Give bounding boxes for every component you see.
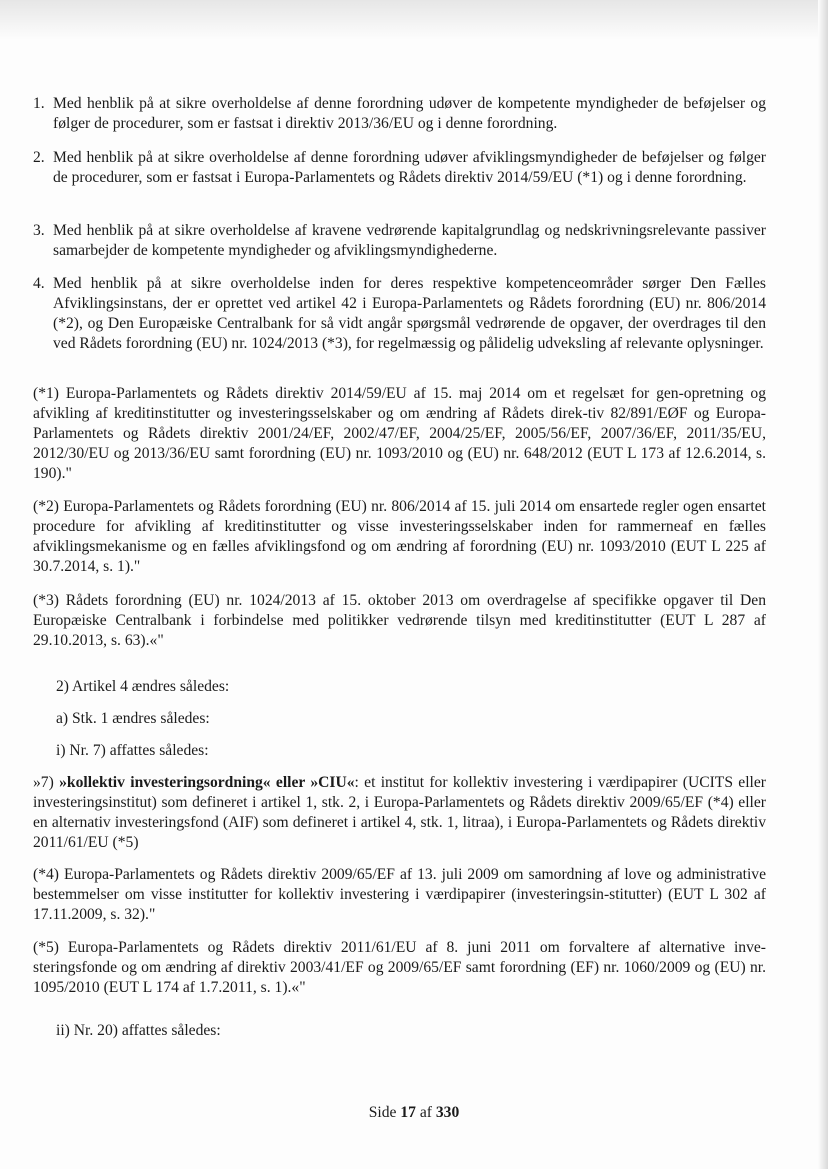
definition-prefix: »7) <box>33 774 60 791</box>
scan-shadow <box>0 0 828 40</box>
amendment-line: i) Nr. 7) affattes således: <box>56 742 209 759</box>
footnote-3: (*3) Rådets forordning (EU) nr. 1024/2013 af 15. oktober 2013 om overdragelse af specifikke opgaver til Den Europæiske Centralbank i forbindelse med politikker vedrørende tilsyn med kreditinstitutter (EUT L 287 af 29.10.2013, s. 63).«" <box>33 592 766 649</box>
defined-term: »kollektiv investeringsordning« eller »CIU« <box>59 774 355 791</box>
footnote-5: (*5) Europa-Parlamentets og Rådets direktiv 2011/61/EU af 8. juni 2011 om forvaltere af alternative inve-steringsfonde og om ændring af direktiv 2003/41/EF og 2009/65/EF samt forordning (EF) nr. 1060/2009 og (EU) nr. 1095/2010 (EUT L 174 af 1.7.2011, s. 1).«" <box>33 939 766 996</box>
numbered-paragraph-4 <box>33 274 766 354</box>
definition-paragraph <box>33 773 766 853</box>
footnote-1: (*1) Europa-Parlamentets og Rådets direktiv 2014/59/EU af 15. maj 2014 om et regelsæt for gen-opretning og afvikling af kreditinstitutter og investeringsselskaber og om ændring af Rådets direk-tiv 82/891/EØF og Europa-Parlamentets og Rådets direktiv 2001/24/EF, 2002/47/EF, 2004/25/EF, 2005/56/EF, 2007/36/EF, 2011/35/EU, 2012/30/EU og 2013/36/EU samt forordning (EU) nr. 1093/2010 og (EU) nr. 648/2012 (EUT L 173 af 12.6.2014, s. 190)." <box>33 385 766 482</box>
footer-prefix: Side <box>368 1104 401 1121</box>
footer-middle: af <box>415 1104 436 1121</box>
numbered-paragraph-1 <box>33 94 766 134</box>
paragraph-number: 4. <box>33 275 45 292</box>
footnote-4: (*4) Europa-Parlamentets og Rådets direktiv 2009/65/EF af 13. juli 2009 om samordning af love og administrative bestemmelser om visse institutter for kollektiv investering i værdipapirer (investeringsin-stitutter) (EUT L 302 af 17.11.2009, s. 32)." <box>33 866 766 923</box>
page-number: 17 <box>400 1104 416 1121</box>
paragraph-text: Med henblik på at sikre overholdelse inden for deres respektive kompetenceområder sørger Den Fælles Afviklingsinstans, der er oprettet ved artikel 42 i Europa-Parlamentets og Rådets forordning (EU) nr. 806/2014 (*2), og Den Europæiske Centralbank for så vidt angår spørgsmål vedrørende de opgaver, der overdrages til den ved Rådets forordning (EU) nr. 1024/2013 (*3), for regelmæssig og pålidelig udveksling af relevante oplysninger. <box>53 275 766 352</box>
numbered-paragraph-2 <box>33 148 766 188</box>
paragraph-text: Med henblik på at sikre overholdelse af kravene vedrørende kapitalgrundlag og nedskrivningsrelevante passiver samarbejder de kompetente myndigheder og afviklingsmyndighederne. <box>53 222 766 259</box>
paragraph-number: 3. <box>33 222 45 239</box>
footnote-2: (*2) Europa-Parlamentets og Rådets forordning (EU) nr. 806/2014 af 15. juli 2014 om ensartede regler ogen ensartet procedure for afvikling af kreditinstitutter og visse investeringsselskaber inden for rammerneaf en fælles afviklingsmekanisme og en fælles afviklingsfond og om ændring af forordning (EU) nr. 1093/2010 (EUT L 225 af 30.7.2014, s. 1)." <box>33 498 766 575</box>
scan-edge <box>818 0 828 1169</box>
paragraph-number: 1. <box>33 95 45 112</box>
page-total: 330 <box>435 1104 460 1121</box>
paragraph-number: 2. <box>33 149 45 166</box>
amendment-line: a) Stk. 1 ændres således: <box>56 710 210 727</box>
page-footer <box>0 1104 828 1122</box>
paragraph-text: Med henblik på at sikre overholdelse af denne forordning udøver de kompetente myndigheder de beføjelser og følger de procedurer, som er fastsat i direktiv 2013/36/EU og i denne forordning. <box>53 95 766 132</box>
paragraph-text: Med henblik på at sikre overholdelse af denne forordning udøver afviklingsmyndigheder de beføjelser og følger de procedurer, som er fastsat i Europa-Parlamentets og Rådets direktiv 2014/59/EU (*1) og i denne forordning. <box>53 149 766 186</box>
numbered-paragraph-3 <box>33 221 766 261</box>
definition-text: : et institut for kollektiv investering i værdipapirer (UCITS eller investeringsinstitut) som defineret i artikel 1, stk. 2, i Europa-Parlamentets og Rådets direktiv 2009/65/EF (*4) eller en alternativ investeringsfond (AIF) som defineret i artikel 4, stk. 1, litraa), i Europa-Parlamentets og Rådets direktiv 2011/61/EU (*5) <box>33 774 767 851</box>
amendment-line: 2) Artikel 4 ændres således: <box>56 678 230 695</box>
amendment-line: ii) Nr. 20) affattes således: <box>56 1022 221 1039</box>
